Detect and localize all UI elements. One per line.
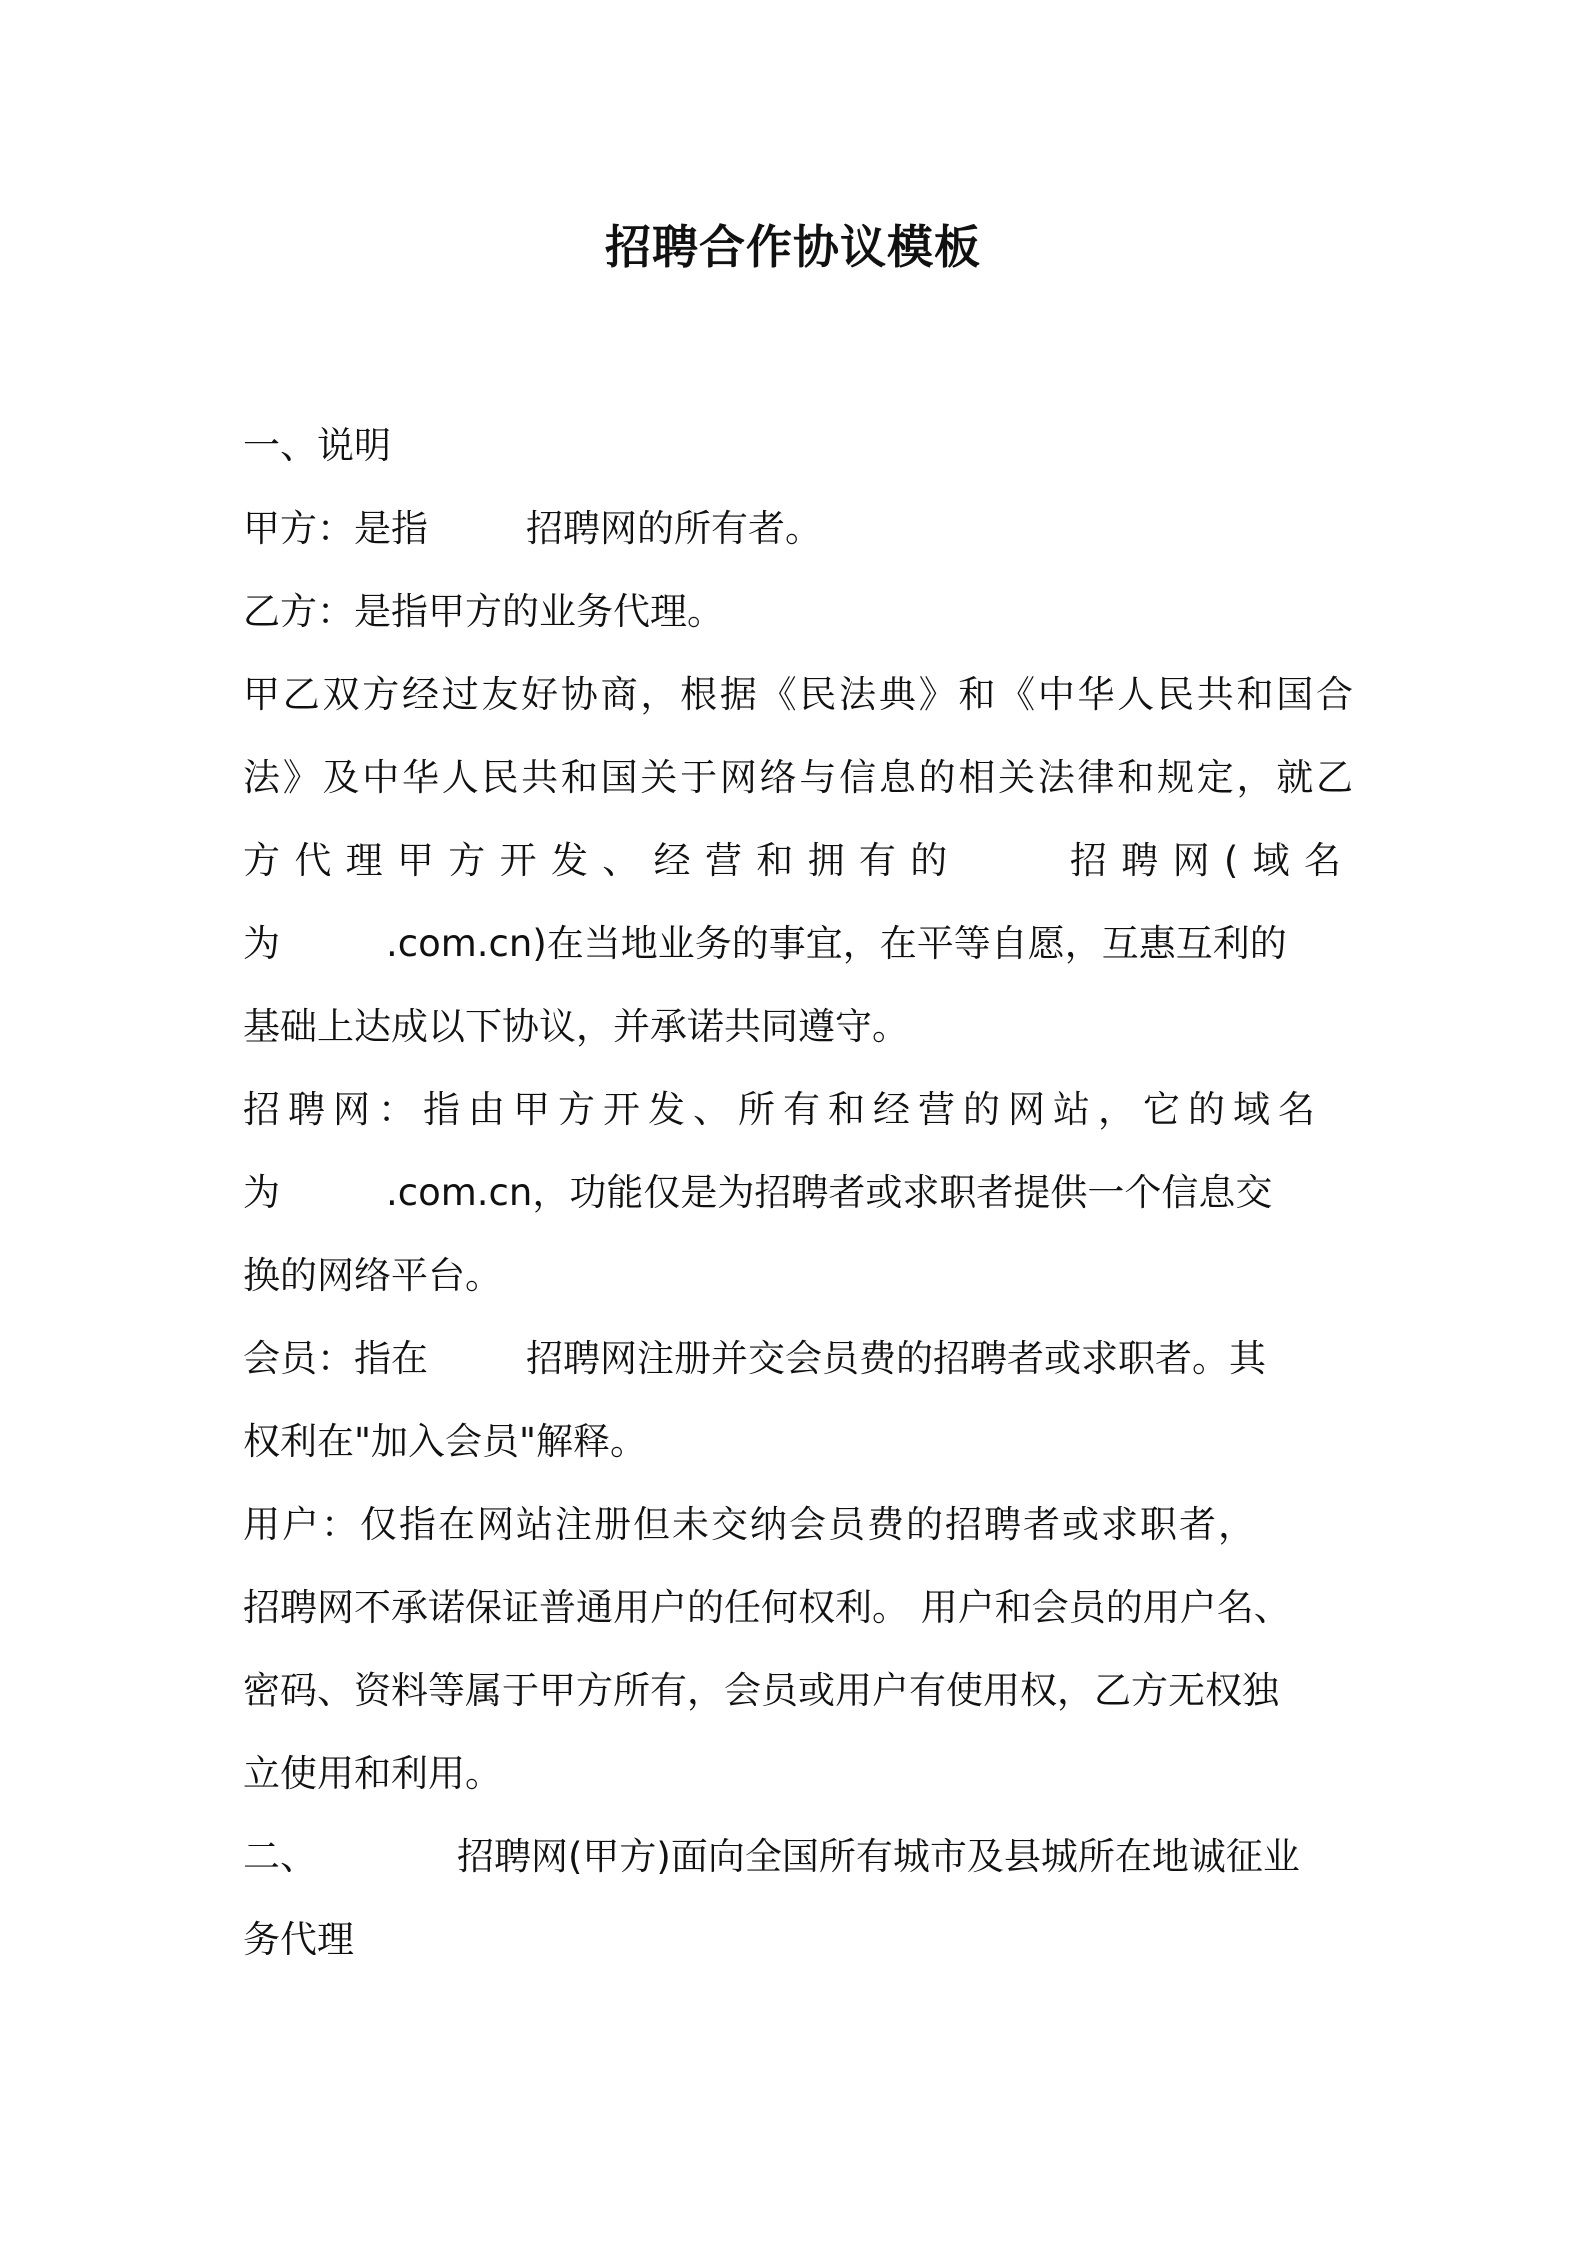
definition-member [243,1317,1353,1400]
text-segment: .com.cn，功能仅是为招聘者或求职者提供一个信息交 [386,1171,1273,1214]
text-segment: 会员：指在 [243,1337,428,1380]
paragraph-line [243,902,1353,985]
text-segment: 甲乙双方经过友好协商，根据《民法典》和《中华人民共和国合 [243,673,1353,716]
section-heading-1 [243,404,1353,487]
text-segment: 密码、资料等属于甲方所有，会员或用户有使用权，乙方无权独 [243,1669,1279,1712]
definition-user [243,1483,1353,1566]
document-body [243,404,1353,1981]
text-segment: 为 [243,1171,280,1214]
text-segment: 法》及中华人民共和国关于网络与信息的相关法律和规定，就乙 [243,756,1353,799]
text-segment: 换的网络平台。 [243,1254,502,1297]
paragraph-line [243,1151,1353,1234]
text-segment: 为 [243,922,280,965]
paragraph-line [243,736,1353,819]
text-segment: 招聘网的所有者。 [526,507,822,550]
definition-party-b [243,570,1353,653]
text-segment: 务代理 [243,1918,354,1961]
paragraph-line [243,1898,1353,1981]
text-segment: 权利在"加入会员"解释。 [243,1420,648,1463]
paragraph-line [243,819,1353,902]
paragraph-line [243,1732,1353,1815]
text-segment: 乙方：是指甲方的业务代理。 [243,590,724,633]
text-segment: 基础上达成以下协议，并承诺共同遵守。 [243,1005,909,1048]
section-heading-2 [243,1815,1353,1898]
text-segment: 招聘网注册并交会员费的招聘者或求职者。其 [526,1337,1266,1380]
text-segment: 甲方：是指 [243,507,428,550]
text-segment: 招聘网(域名 [1067,839,1353,882]
text-segment: 立使用和利用。 [243,1752,502,1795]
definition-party-a [243,487,1353,570]
definition-recruit-site [243,1068,1353,1151]
paragraph-line [243,985,1353,1068]
paragraph-line [243,1649,1353,1732]
paragraph-line [243,1566,1353,1649]
text-segment: 招聘网：指由甲方开发、所有和经营的网站，它的域名 [243,1088,1323,1131]
document-title: 招聘合作协议模板 [605,220,981,274]
text-segment: 招聘网不承诺保证普通用户的任何权利。 用户和会员的用户名、 [243,1586,1291,1629]
text-segment: .com.cn)在当地业务的事宜，在平等自愿，互惠互利的 [386,922,1287,965]
paragraph-line [243,653,1353,736]
text-segment: 一、说明 [243,424,391,467]
text-segment: 招聘网(甲方)面向全国所有城市及县城所在地诚征业 [457,1835,1300,1878]
text-segment: 二、 [243,1835,317,1878]
text-segment: 方代理甲方开发、经营和拥有的 [243,839,962,882]
text-segment: 用户：仅指在网站注册但未交纳会员费的招聘者或求职者， [243,1503,1257,1546]
paragraph-line [243,1400,1353,1483]
paragraph-line [243,1234,1353,1317]
